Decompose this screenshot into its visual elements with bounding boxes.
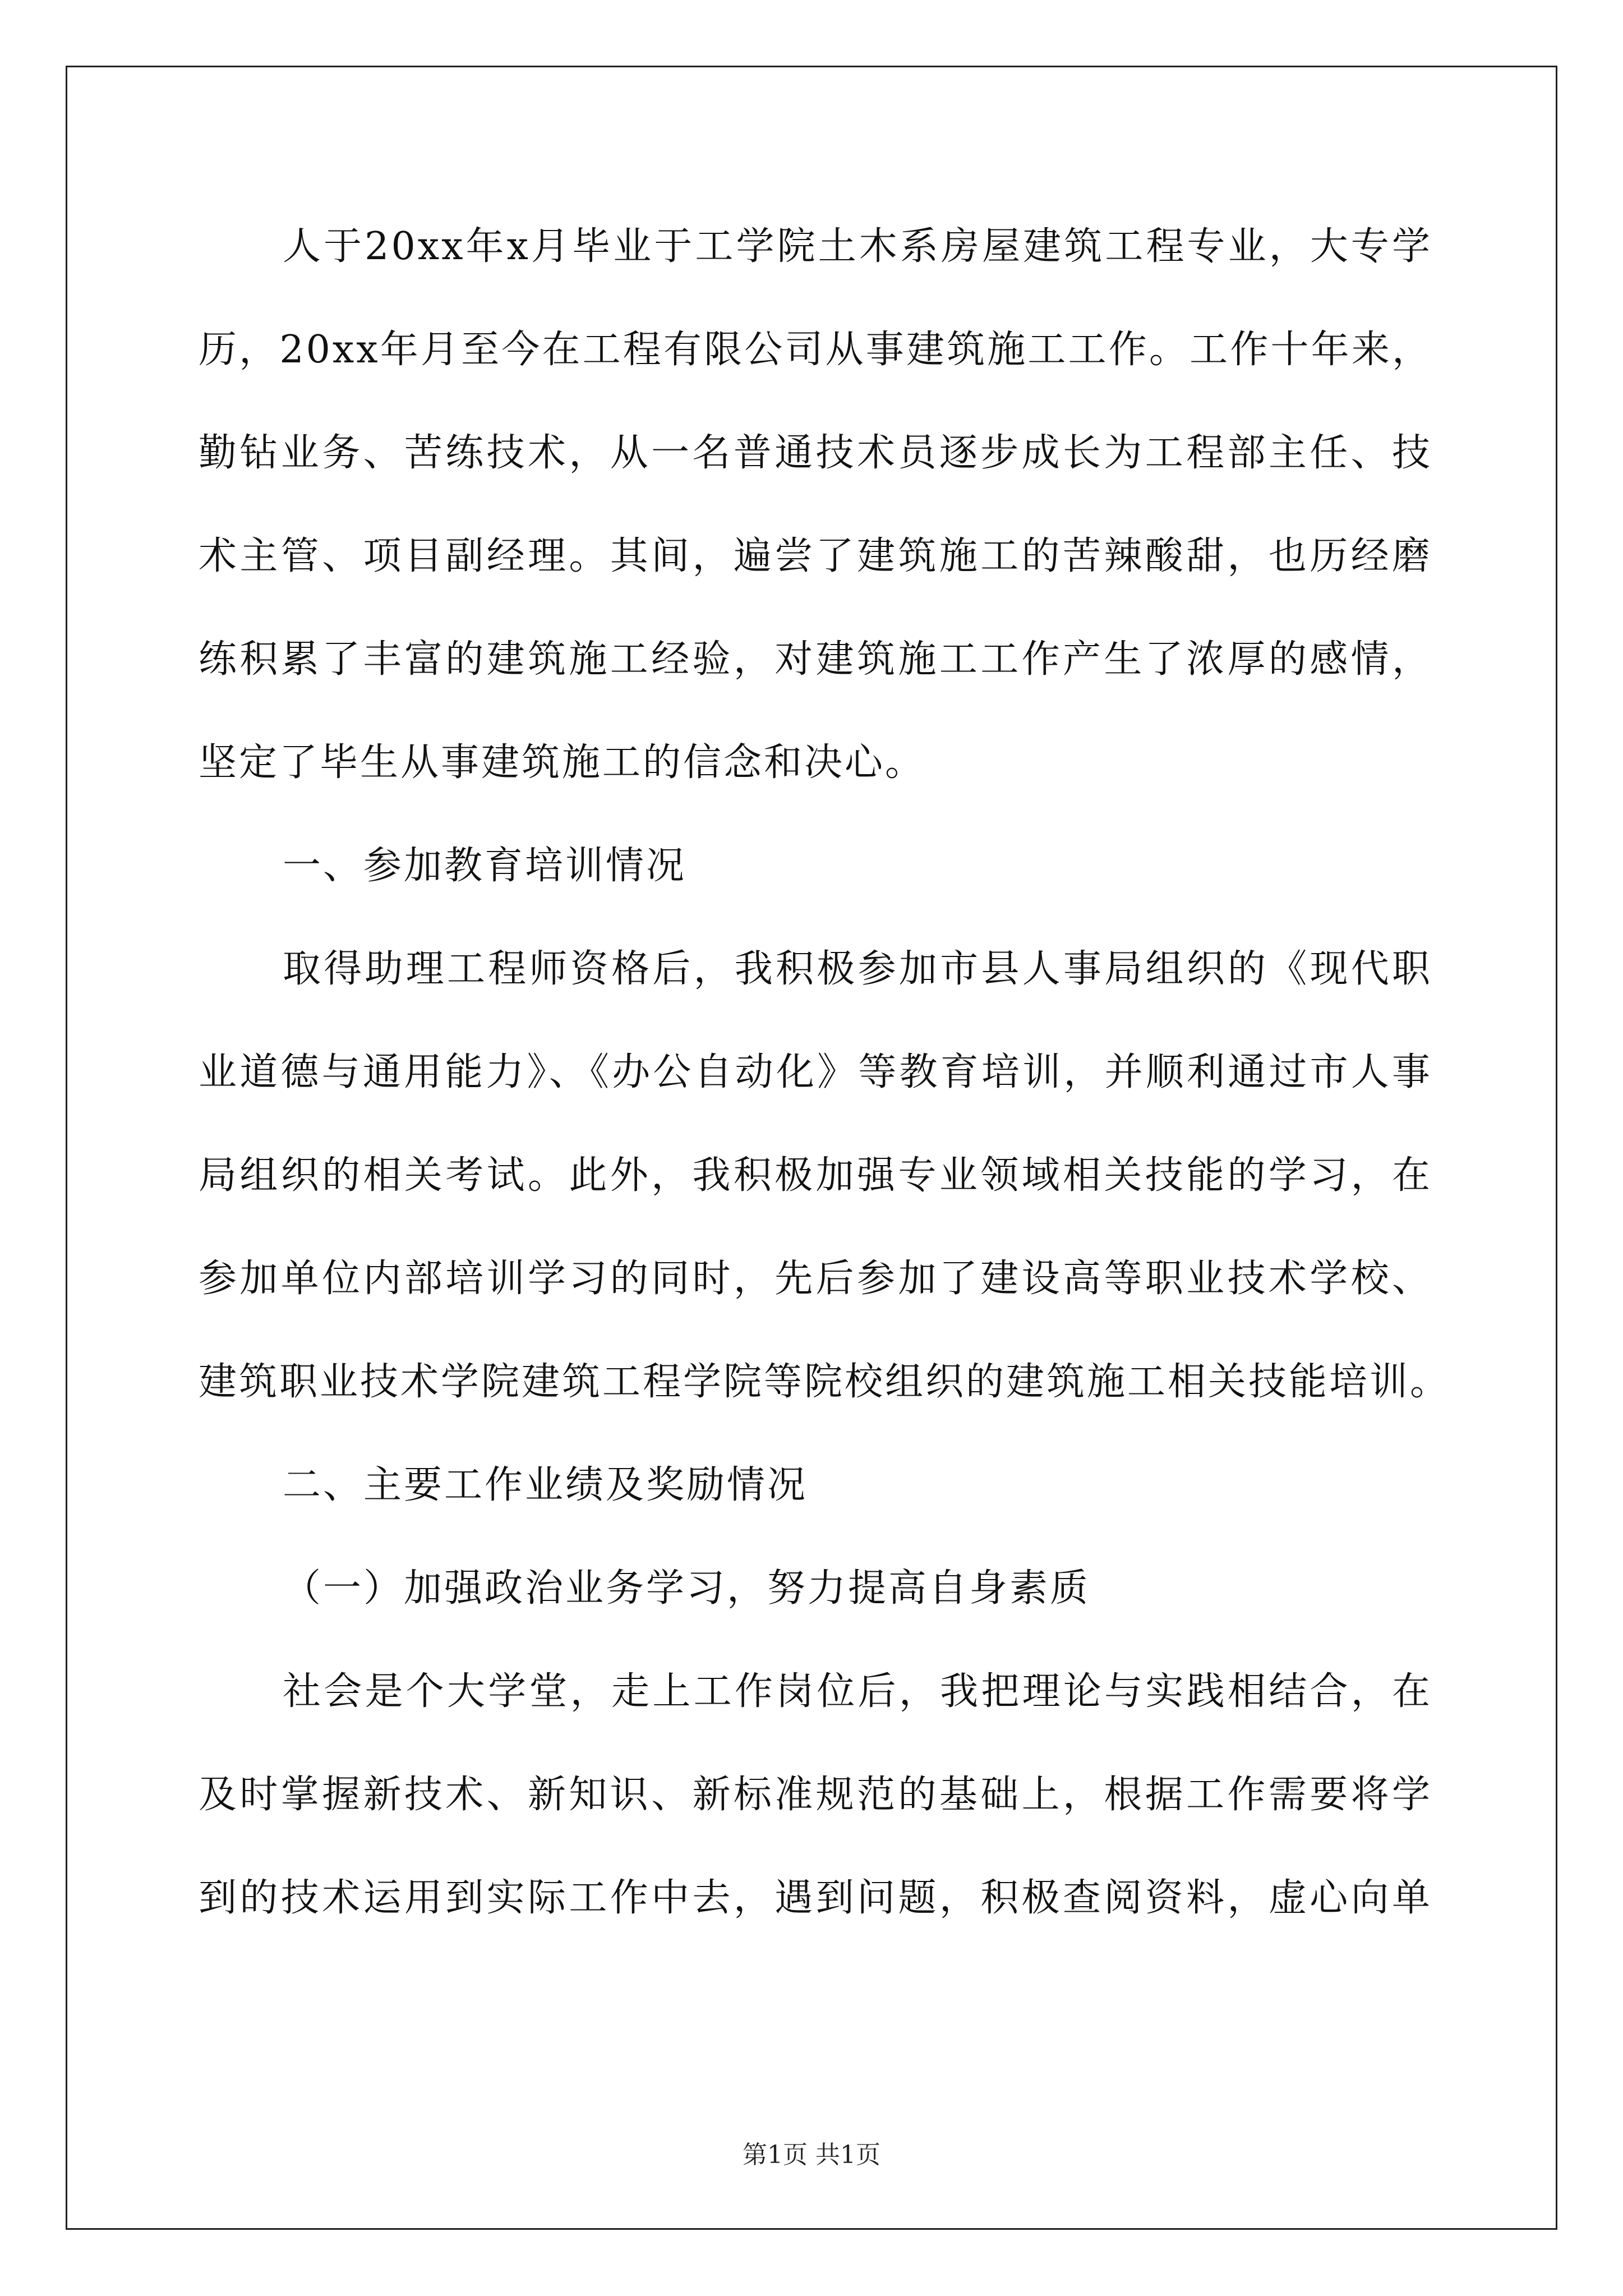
paragraph-line: 业道德与通用能力》、《办公自动化》等教育培训，并顺利通过市人事 xyxy=(199,1050,1432,1094)
paragraph-line: 坚定了毕生从事建筑施工的信念和决心。 xyxy=(199,740,926,785)
paragraph-line: 历，20xx年月至今在工程有限公司从事建筑施工工作。工作十年来， xyxy=(199,328,1432,372)
paragraph-line: 人于20xx年x月毕业于工学院土木系房屋建筑工程专业，大专学 xyxy=(283,224,1432,269)
page-footer: 第1页 共1页 xyxy=(743,2141,880,2169)
paragraph-line: 练积累了丰富的建筑施工经验，对建筑施工工作产生了浓厚的感情， xyxy=(199,637,1432,682)
paragraph-line: 参加单位内部培训学习的同时，先后参加了建设高等职业技术学校、 xyxy=(199,1257,1432,1301)
paragraph-line: 取得助理工程师资格后，我积极参加市县人事局组织的《现代职 xyxy=(283,947,1432,991)
paragraph-line: 到的技术运用到实际工作中去，遇到问题，积极查阅资料，虚心向单 xyxy=(199,1876,1432,1920)
paragraph-line: 术主管、项目副经理。其间，遍尝了建筑施工的苦辣酸甜，也历经磨 xyxy=(199,534,1432,578)
section-heading: 一、参加教育培训情况 xyxy=(283,844,687,888)
paragraph-line: 局组织的相关考试。此外，我积极加强专业领域相关技能的学习，在 xyxy=(199,1153,1432,1198)
subsection-heading: （一）加强政治业务学习，努力提高自身素质 xyxy=(283,1566,1091,1611)
paragraph-line: 勤钻业务、苦练技术，从一名普通技术员逐步成长为工程部主任、技 xyxy=(199,431,1432,475)
paragraph-line: 建筑职业技术学院建筑工程学院等院校组织的建筑施工相关技能培训。 xyxy=(199,1360,1451,1404)
paragraph-line: 及时掌握新技术、新知识、新标准规范的基础上，根据工作需要将学 xyxy=(199,1773,1432,1817)
paragraph-line: 社会是个大学堂，走上工作岗位后，我把理论与实践相结合，在 xyxy=(283,1669,1432,1714)
section-heading: 二、主要工作业绩及奖励情况 xyxy=(283,1463,808,1507)
